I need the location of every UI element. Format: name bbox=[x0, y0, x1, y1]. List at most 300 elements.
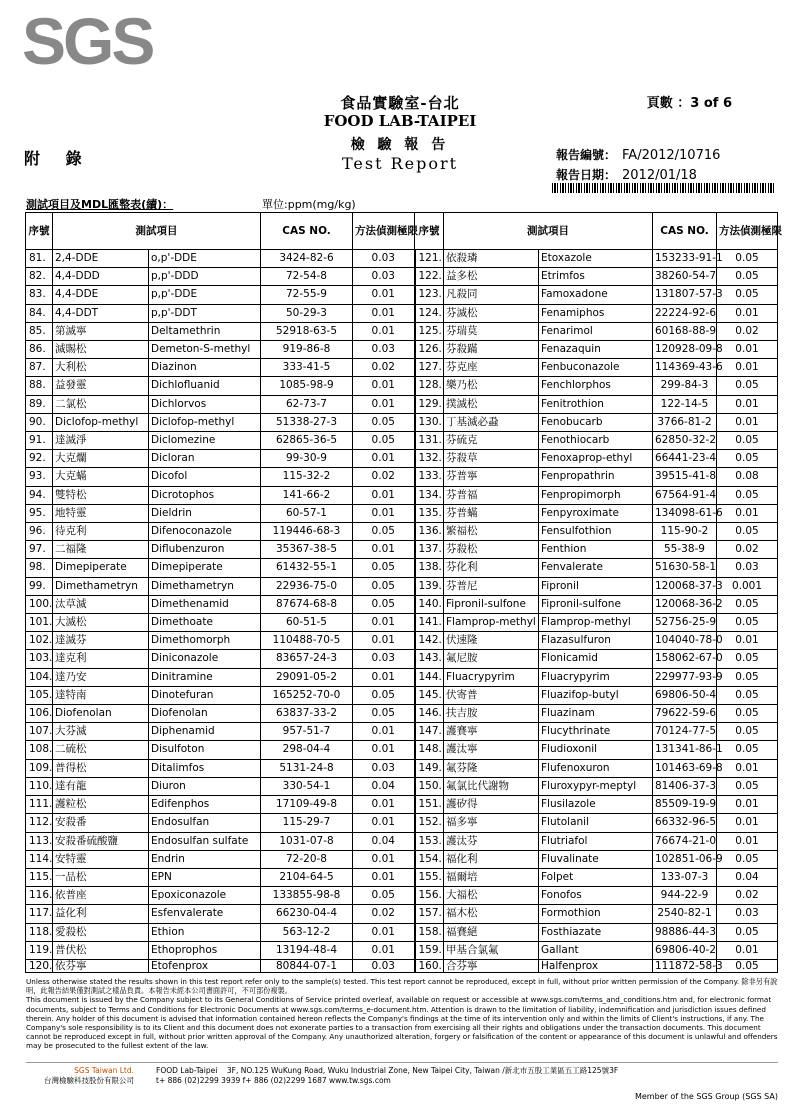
cell-cas: 69806-40-2 bbox=[653, 941, 717, 959]
cell-cas: 2540-82-1 bbox=[653, 905, 717, 923]
cell-mdl: 0.05 bbox=[353, 413, 415, 431]
cell-no: 89. bbox=[26, 395, 53, 413]
table-title: 測試項目及MDL匯整表(續)： bbox=[26, 198, 174, 211]
cell-no: 85. bbox=[26, 322, 53, 340]
cell-zh: 芬滅松 bbox=[444, 304, 539, 322]
cell-no: 117. bbox=[26, 905, 53, 923]
cell-zh: 愛殺松 bbox=[53, 923, 149, 941]
report-date-label: 報告日期： bbox=[556, 168, 617, 182]
cell-zh: 大利松 bbox=[53, 359, 149, 377]
table-row bbox=[26, 832, 778, 850]
cell-en: Fipronil bbox=[539, 577, 653, 595]
cell-no: 101. bbox=[26, 614, 53, 632]
cell-cas: 115-32-2 bbox=[261, 468, 353, 486]
cell-no: 102. bbox=[26, 632, 53, 650]
header-item: 測試項目 bbox=[53, 213, 261, 250]
cell-zh: 芬硫克 bbox=[444, 432, 539, 450]
cell-cas: 298-04-4 bbox=[261, 741, 353, 759]
cell-no: 129. bbox=[415, 395, 444, 413]
header-no: 序號 bbox=[26, 213, 53, 250]
disclaimer-paragraph: This document is issued by the Company subject to its General Conditions of Service printed overleaf, available on request or accessible at www.sgs.com/terms_and_conditions.htm and, for electronic format documents, subject to Terms and Conditions for Electronic Documents at www.sgs.com/terms_e-document.htm. Attention is drawn to the limitation of liability, indemnification and jurisdiction issues defined therein. Any holder of this document is advised that information contained hereon reflects the Company's findings at the time of its intervention only and within the limits of Client's instructions, if any. The Company's sole responsibility is to its Client and this document does not exonerate parties to a transaction from exercising all their rights and obligations under the transaction documents. This document cannot be reproduced except in full, without prior written approval of the Company. Any unauthorized alteration, forgery or falsification of the content or appearance of this document is unlawful and offenders may be prosecuted to the fullest extent of the law. bbox=[26, 995, 778, 1051]
cell-zh: Fipronil-sulfone bbox=[444, 595, 539, 613]
cell-mdl: 0.05 bbox=[353, 887, 415, 905]
cell-cas: 60168-88-9 bbox=[653, 322, 717, 340]
cell-no: 143. bbox=[415, 650, 444, 668]
disclaimer-paragraph: Unless otherwise stated the results shown in this test report refer only to the sample(s) tested. This test report cannot be reproduced, except in full, without prior written permission of the Company. 除非另有說明，此報告結果僅對測試之樣品負責。本報告未經本公司書面許可，不可部份複製。 bbox=[26, 977, 778, 996]
cell-mdl: 0.01 bbox=[353, 486, 415, 504]
cell-zh: 護矽得 bbox=[444, 796, 539, 814]
cell-no: 150. bbox=[415, 777, 444, 795]
cell-zh: 大滅松 bbox=[53, 614, 149, 632]
cell-zh: 達乃安 bbox=[53, 668, 149, 686]
cell-mdl: 0.01 bbox=[353, 614, 415, 632]
disclaimer bbox=[26, 977, 778, 1051]
cell-cas: 67564-91-4 bbox=[653, 486, 717, 504]
cell-mdl: 0.05 bbox=[717, 777, 778, 795]
cell-cas: 1085-98-9 bbox=[261, 377, 353, 395]
cell-zh: 芬普福 bbox=[444, 486, 539, 504]
cell-zh: 達滅淨 bbox=[53, 432, 149, 450]
cell-mdl: 0.03 bbox=[353, 759, 415, 777]
cell-mdl: 0.05 bbox=[353, 577, 415, 595]
cell-cas: 60-51-5 bbox=[261, 614, 353, 632]
page-number bbox=[647, 92, 732, 111]
cell-cas: 115-29-7 bbox=[261, 814, 353, 832]
cell-zh: 滅賜松 bbox=[53, 341, 149, 359]
cell-en: Fosthiazate bbox=[539, 923, 653, 941]
cell-en: Esfenvalerate bbox=[149, 905, 261, 923]
cell-cas: 62865-36-5 bbox=[261, 432, 353, 450]
cell-no: 148. bbox=[415, 741, 444, 759]
cell-en: Fenoxaprop-ethyl bbox=[539, 450, 653, 468]
cell-no: 139. bbox=[415, 577, 444, 595]
table-row bbox=[26, 432, 778, 450]
cell-mdl: 0.01 bbox=[717, 832, 778, 850]
cell-no: 87. bbox=[26, 359, 53, 377]
cell-mdl: 0.05 bbox=[717, 741, 778, 759]
table-row bbox=[26, 741, 778, 759]
cell-no: 106. bbox=[26, 705, 53, 723]
cell-mdl: 0.02 bbox=[717, 541, 778, 559]
footer-lab: FOOD Lab-Taipei bbox=[156, 1066, 218, 1075]
cell-no: 131. bbox=[415, 432, 444, 450]
footer-company-en: SGS Taiwan Ltd. bbox=[74, 1066, 134, 1075]
cell-en: Diphenamid bbox=[149, 723, 261, 741]
cell-zh: 丁基滅必蝨 bbox=[444, 413, 539, 431]
table-row bbox=[26, 395, 778, 413]
table-row bbox=[26, 650, 778, 668]
cell-en: Fenamiphos bbox=[539, 304, 653, 322]
cell-mdl: 0.05 bbox=[717, 432, 778, 450]
cell-mdl: 0.05 bbox=[717, 668, 778, 686]
cell-cas: 131341-86-1 bbox=[653, 741, 717, 759]
cell-en: p,p'-DDD bbox=[149, 268, 261, 286]
cell-no: 160. bbox=[415, 959, 444, 972]
cell-no: 128. bbox=[415, 377, 444, 395]
cell-no: 88. bbox=[26, 377, 53, 395]
cell-zh: 依殺璘 bbox=[444, 250, 539, 268]
cell-zh: 芬殺蹣 bbox=[444, 341, 539, 359]
cell-mdl: 0.01 bbox=[717, 413, 778, 431]
cell-cas: 29091-05-2 bbox=[261, 668, 353, 686]
footer-member: Member of the SGS Group (SGS SA) bbox=[634, 1092, 778, 1101]
cell-no: 126. bbox=[415, 341, 444, 359]
cell-no: 149. bbox=[415, 759, 444, 777]
cell-no: 137. bbox=[415, 541, 444, 559]
cell-cas: 141-66-2 bbox=[261, 486, 353, 504]
cell-mdl: 0.01 bbox=[717, 304, 778, 322]
cell-en: Fenpyroximate bbox=[539, 504, 653, 522]
cell-mdl: 0.01 bbox=[353, 377, 415, 395]
cell-mdl: 0.01 bbox=[353, 814, 415, 832]
cell-mdl: 0.05 bbox=[717, 923, 778, 941]
table-row bbox=[26, 796, 778, 814]
cell-zh: 扶吉胺 bbox=[444, 705, 539, 723]
table-row bbox=[26, 341, 778, 359]
cell-zh: 第滅寧 bbox=[53, 322, 149, 340]
table-row bbox=[26, 250, 778, 268]
cell-zh: 普伏松 bbox=[53, 941, 149, 959]
table-row bbox=[26, 486, 778, 504]
cell-cas: 131807-57-3 bbox=[653, 286, 717, 304]
cell-no: 95. bbox=[26, 504, 53, 522]
cell-no: 156. bbox=[415, 887, 444, 905]
cell-cas: 62-73-7 bbox=[261, 395, 353, 413]
cell-cas: 81406-37-3 bbox=[653, 777, 717, 795]
cell-no: 122. bbox=[415, 268, 444, 286]
cell-en: p,p'-DDE bbox=[149, 286, 261, 304]
cell-en: Fipronil-sulfone bbox=[539, 595, 653, 613]
cell-zh: Dimethametryn bbox=[53, 577, 149, 595]
cell-en: Dicofol bbox=[149, 468, 261, 486]
report-number-label: 報告編號： bbox=[556, 148, 617, 162]
cell-zh: 大芬滅 bbox=[53, 723, 149, 741]
cell-cas: 80844-07-1 bbox=[261, 959, 353, 972]
cell-en: Diofenolan bbox=[149, 705, 261, 723]
cell-en: Famoxadone bbox=[539, 286, 653, 304]
cell-mdl: 0.01 bbox=[353, 741, 415, 759]
cell-zh: 雙特松 bbox=[53, 486, 149, 504]
cell-mdl: 0.05 bbox=[717, 723, 778, 741]
page-value: 3 of 6 bbox=[690, 96, 732, 111]
table-row bbox=[26, 632, 778, 650]
cell-zh: 二福隆 bbox=[53, 541, 149, 559]
cell-zh: 撲滅松 bbox=[444, 395, 539, 413]
cell-zh: 大福松 bbox=[444, 887, 539, 905]
cell-en: Fluroxypyr-meptyl bbox=[539, 777, 653, 795]
cell-zh: Dimepiperate bbox=[53, 559, 149, 577]
cell-cas: 99-30-9 bbox=[261, 450, 353, 468]
cell-no: 147. bbox=[415, 723, 444, 741]
cell-cas: 115-90-2 bbox=[653, 523, 717, 541]
cell-no: 144. bbox=[415, 668, 444, 686]
cell-zh: 大克蟎 bbox=[53, 468, 149, 486]
cell-no: 93. bbox=[26, 468, 53, 486]
cell-mdl: 0.01 bbox=[353, 504, 415, 522]
table-row bbox=[26, 941, 778, 959]
cell-en: Diuron bbox=[149, 777, 261, 795]
cell-cas: 330-54-1 bbox=[261, 777, 353, 795]
cell-en: Fluacrypyrim bbox=[539, 668, 653, 686]
cell-mdl: 0.01 bbox=[717, 504, 778, 522]
cell-mdl: 0.01 bbox=[353, 723, 415, 741]
cell-cas: 72-54-8 bbox=[261, 268, 353, 286]
cell-en: Difenoconazole bbox=[149, 523, 261, 541]
table-row bbox=[26, 541, 778, 559]
cell-mdl: 0.03 bbox=[717, 905, 778, 923]
table-row bbox=[26, 468, 778, 486]
cell-zh: Diclofop-methyl bbox=[53, 413, 149, 431]
cell-no: 157. bbox=[415, 905, 444, 923]
cell-cas: 158062-67-0 bbox=[653, 650, 717, 668]
cell-en: Diclomezine bbox=[149, 432, 261, 450]
cell-mdl: 0.05 bbox=[717, 286, 778, 304]
cell-cas: 2104-64-5 bbox=[261, 868, 353, 886]
cell-mdl: 0.02 bbox=[353, 468, 415, 486]
mdl-table bbox=[25, 212, 782, 973]
cell-zh: 依普座 bbox=[53, 887, 149, 905]
cell-en: Flazasulfuron bbox=[539, 632, 653, 650]
cell-no: 158. bbox=[415, 923, 444, 941]
cell-en: Demeton-S-methyl bbox=[149, 341, 261, 359]
footer-address bbox=[156, 1066, 618, 1086]
cell-no: 159. bbox=[415, 941, 444, 959]
cell-mdl: 0.01 bbox=[353, 668, 415, 686]
cell-no: 116. bbox=[26, 887, 53, 905]
cell-zh: 二硫松 bbox=[53, 741, 149, 759]
cell-cas: 83657-24-3 bbox=[261, 650, 353, 668]
cell-zh: 益化利 bbox=[53, 905, 149, 923]
cell-mdl: 0.05 bbox=[717, 523, 778, 541]
cell-zh: 繁福松 bbox=[444, 523, 539, 541]
cell-mdl: 0.01 bbox=[353, 304, 415, 322]
cell-cas: 102851-06-9 bbox=[653, 850, 717, 868]
cell-mdl: 0.01 bbox=[353, 941, 415, 959]
cell-en: Dicrotophos bbox=[149, 486, 261, 504]
cell-no: 97. bbox=[26, 541, 53, 559]
cell-no: 121. bbox=[415, 250, 444, 268]
cell-no: 109. bbox=[26, 759, 53, 777]
cell-en: Fenothiocarb bbox=[539, 432, 653, 450]
cell-no: 82. bbox=[26, 268, 53, 286]
cell-no: 125. bbox=[415, 322, 444, 340]
table-row bbox=[26, 759, 778, 777]
cell-en: Flusilazole bbox=[539, 796, 653, 814]
cell-zh: 達克利 bbox=[53, 650, 149, 668]
cell-en: Fenbuconazole bbox=[539, 359, 653, 377]
cell-mdl: 0.05 bbox=[717, 614, 778, 632]
cell-mdl: 0.05 bbox=[717, 486, 778, 504]
cell-zh: 4,4-DDD bbox=[53, 268, 149, 286]
cell-zh: 二氯松 bbox=[53, 395, 149, 413]
table-body bbox=[26, 250, 778, 973]
cell-zh: 氟氯比代謝物 bbox=[444, 777, 539, 795]
cell-mdl: 0.01 bbox=[717, 632, 778, 650]
cell-zh: 福木松 bbox=[444, 905, 539, 923]
cell-en: Dimethametryn bbox=[149, 577, 261, 595]
cell-zh: 芬普尼 bbox=[444, 577, 539, 595]
cell-cas: 52756-25-9 bbox=[653, 614, 717, 632]
cell-mdl: 0.03 bbox=[353, 650, 415, 668]
cell-no: 127. bbox=[415, 359, 444, 377]
cell-no: 115. bbox=[26, 868, 53, 886]
cell-no: 91. bbox=[26, 432, 53, 450]
cell-en: Folpet bbox=[539, 868, 653, 886]
cell-mdl: 0.03 bbox=[717, 559, 778, 577]
cell-no: 86. bbox=[26, 341, 53, 359]
cell-no: 133. bbox=[415, 468, 444, 486]
cell-cas: 35367-38-5 bbox=[261, 541, 353, 559]
cell-en: Ethoprophos bbox=[149, 941, 261, 959]
cell-cas: 133-07-3 bbox=[653, 868, 717, 886]
table-row bbox=[26, 850, 778, 868]
cell-cas: 17109-49-8 bbox=[261, 796, 353, 814]
cell-en: Gallant bbox=[539, 941, 653, 959]
cell-cas: 79622-59-6 bbox=[653, 705, 717, 723]
table-row bbox=[26, 377, 778, 395]
cell-zh: 芬殺草 bbox=[444, 450, 539, 468]
cell-en: Fenitrothion bbox=[539, 395, 653, 413]
cell-cas: 1031-07-8 bbox=[261, 832, 353, 850]
cell-cas: 919-86-8 bbox=[261, 341, 353, 359]
table-row bbox=[26, 595, 778, 613]
cell-en: Fludioxonil bbox=[539, 741, 653, 759]
cell-cas: 299-84-3 bbox=[653, 377, 717, 395]
cell-zh: 益多松 bbox=[444, 268, 539, 286]
cell-no: 94. bbox=[26, 486, 53, 504]
cell-en: Diclofop-methyl bbox=[149, 413, 261, 431]
table-row bbox=[26, 668, 778, 686]
cell-zh: 氟尼胺 bbox=[444, 650, 539, 668]
cell-en: o,p'-DDE bbox=[149, 250, 261, 268]
cell-en: Flamprop-methyl bbox=[539, 614, 653, 632]
report-date-value: 2012/01/18 bbox=[622, 168, 697, 183]
cell-cas: 72-20-8 bbox=[261, 850, 353, 868]
cell-cas: 22936-75-0 bbox=[261, 577, 353, 595]
cell-no: 152. bbox=[415, 814, 444, 832]
cell-mdl: 0.05 bbox=[717, 959, 778, 972]
cell-cas: 72-55-9 bbox=[261, 286, 353, 304]
cell-zh: 4,4-DDE bbox=[53, 286, 149, 304]
cell-en: Fluazifop-butyl bbox=[539, 686, 653, 704]
cell-cas: 134098-61-6 bbox=[653, 504, 717, 522]
cell-cas: 120068-36-2 bbox=[653, 595, 717, 613]
cell-no: 123. bbox=[415, 286, 444, 304]
cell-mdl: 0.02 bbox=[717, 887, 778, 905]
cell-cas: 165252-70-0 bbox=[261, 686, 353, 704]
table-row bbox=[26, 322, 778, 340]
cell-zh: 福賽絕 bbox=[444, 923, 539, 941]
cell-en: Fenthion bbox=[539, 541, 653, 559]
cell-cas: 66230-04-4 bbox=[261, 905, 353, 923]
cell-cas: 52918-63-5 bbox=[261, 322, 353, 340]
cell-cas: 229977-93-9 bbox=[653, 668, 717, 686]
cell-mdl: 0.01 bbox=[353, 322, 415, 340]
cell-cas: 111872-58-3 bbox=[653, 959, 717, 972]
report-number bbox=[556, 146, 720, 163]
cell-no: 146. bbox=[415, 705, 444, 723]
cell-cas: 957-51-7 bbox=[261, 723, 353, 741]
cell-zh: 達有龍 bbox=[53, 777, 149, 795]
cell-cas: 120068-37-3 bbox=[653, 577, 717, 595]
cell-mdl: 0.05 bbox=[353, 432, 415, 450]
report-number-value: FA/2012/10716 bbox=[622, 148, 721, 163]
cell-en: Formothion bbox=[539, 905, 653, 923]
cell-en: Fenarimol bbox=[539, 322, 653, 340]
cell-mdl: 0.04 bbox=[353, 832, 415, 850]
cell-no: 155. bbox=[415, 868, 444, 886]
cell-cas: 66441-23-4 bbox=[653, 450, 717, 468]
cell-mdl: 0.05 bbox=[717, 850, 778, 868]
cell-zh: 合芬寧 bbox=[444, 959, 539, 972]
cell-mdl: 0.001 bbox=[717, 577, 778, 595]
cell-no: 142. bbox=[415, 632, 444, 650]
cell-no: 124. bbox=[415, 304, 444, 322]
cell-cas: 61432-55-1 bbox=[261, 559, 353, 577]
table-row bbox=[26, 413, 778, 431]
cell-mdl: 0.01 bbox=[717, 759, 778, 777]
cell-mdl: 0.05 bbox=[353, 523, 415, 541]
cell-en: Deltamethrin bbox=[149, 322, 261, 340]
table-row bbox=[26, 286, 778, 304]
cell-mdl: 0.02 bbox=[717, 322, 778, 340]
cell-zh: 安殺番 bbox=[53, 814, 149, 832]
cell-en: Epoxiconazole bbox=[149, 887, 261, 905]
table-row bbox=[26, 268, 778, 286]
cell-no: 120. bbox=[26, 959, 53, 972]
cell-en: Endrin bbox=[149, 850, 261, 868]
cell-cas: 51338-27-3 bbox=[261, 413, 353, 431]
cell-mdl: 0.03 bbox=[353, 268, 415, 286]
footer-contact: t+ 886 (02)2299 3939 f+ 886 (02)2299 1687 www.tw.sgs.com bbox=[156, 1076, 391, 1085]
cell-no: 151. bbox=[415, 796, 444, 814]
table-row bbox=[26, 705, 778, 723]
cell-en: Flutriafol bbox=[539, 832, 653, 850]
report-date bbox=[556, 166, 697, 183]
cell-zh: 一品松 bbox=[53, 868, 149, 886]
cell-no: 99. bbox=[26, 577, 53, 595]
cell-no: 90. bbox=[26, 413, 53, 431]
cell-no: 98. bbox=[26, 559, 53, 577]
table-row bbox=[26, 450, 778, 468]
cell-zh: 護賽寧 bbox=[444, 723, 539, 741]
cell-zh: 依芬寧 bbox=[53, 959, 149, 972]
cell-mdl: 0.05 bbox=[717, 377, 778, 395]
cell-mdl: 0.02 bbox=[353, 905, 415, 923]
cell-mdl: 0.05 bbox=[717, 450, 778, 468]
table-row bbox=[26, 359, 778, 377]
cell-en: Dimepiperate bbox=[149, 559, 261, 577]
lab-name-en: FOOD LAB-TAIPEI bbox=[323, 112, 477, 130]
cell-zh: Flamprop-methyl bbox=[444, 614, 539, 632]
cell-mdl: 0.03 bbox=[353, 959, 415, 972]
cell-zh: 芬普寧 bbox=[444, 468, 539, 486]
cell-en: Dinotefuran bbox=[149, 686, 261, 704]
cell-mdl: 0.01 bbox=[353, 632, 415, 650]
footer-company-zh: 台灣檢驗科技股份有限公司 bbox=[44, 1076, 134, 1085]
table-row bbox=[26, 614, 778, 632]
cell-en: Edifenphos bbox=[149, 796, 261, 814]
header-cas: CAS NO. bbox=[261, 213, 353, 250]
cell-zh: 2,4-DDE bbox=[53, 250, 149, 268]
cell-mdl: 0.03 bbox=[353, 250, 415, 268]
cell-zh: 護汰芬 bbox=[444, 832, 539, 850]
cell-mdl: 0.05 bbox=[717, 595, 778, 613]
cell-en: Fensulfothion bbox=[539, 523, 653, 541]
cell-en: Fenvalerate bbox=[539, 559, 653, 577]
table-row bbox=[26, 814, 778, 832]
cell-en: Diazinon bbox=[149, 359, 261, 377]
